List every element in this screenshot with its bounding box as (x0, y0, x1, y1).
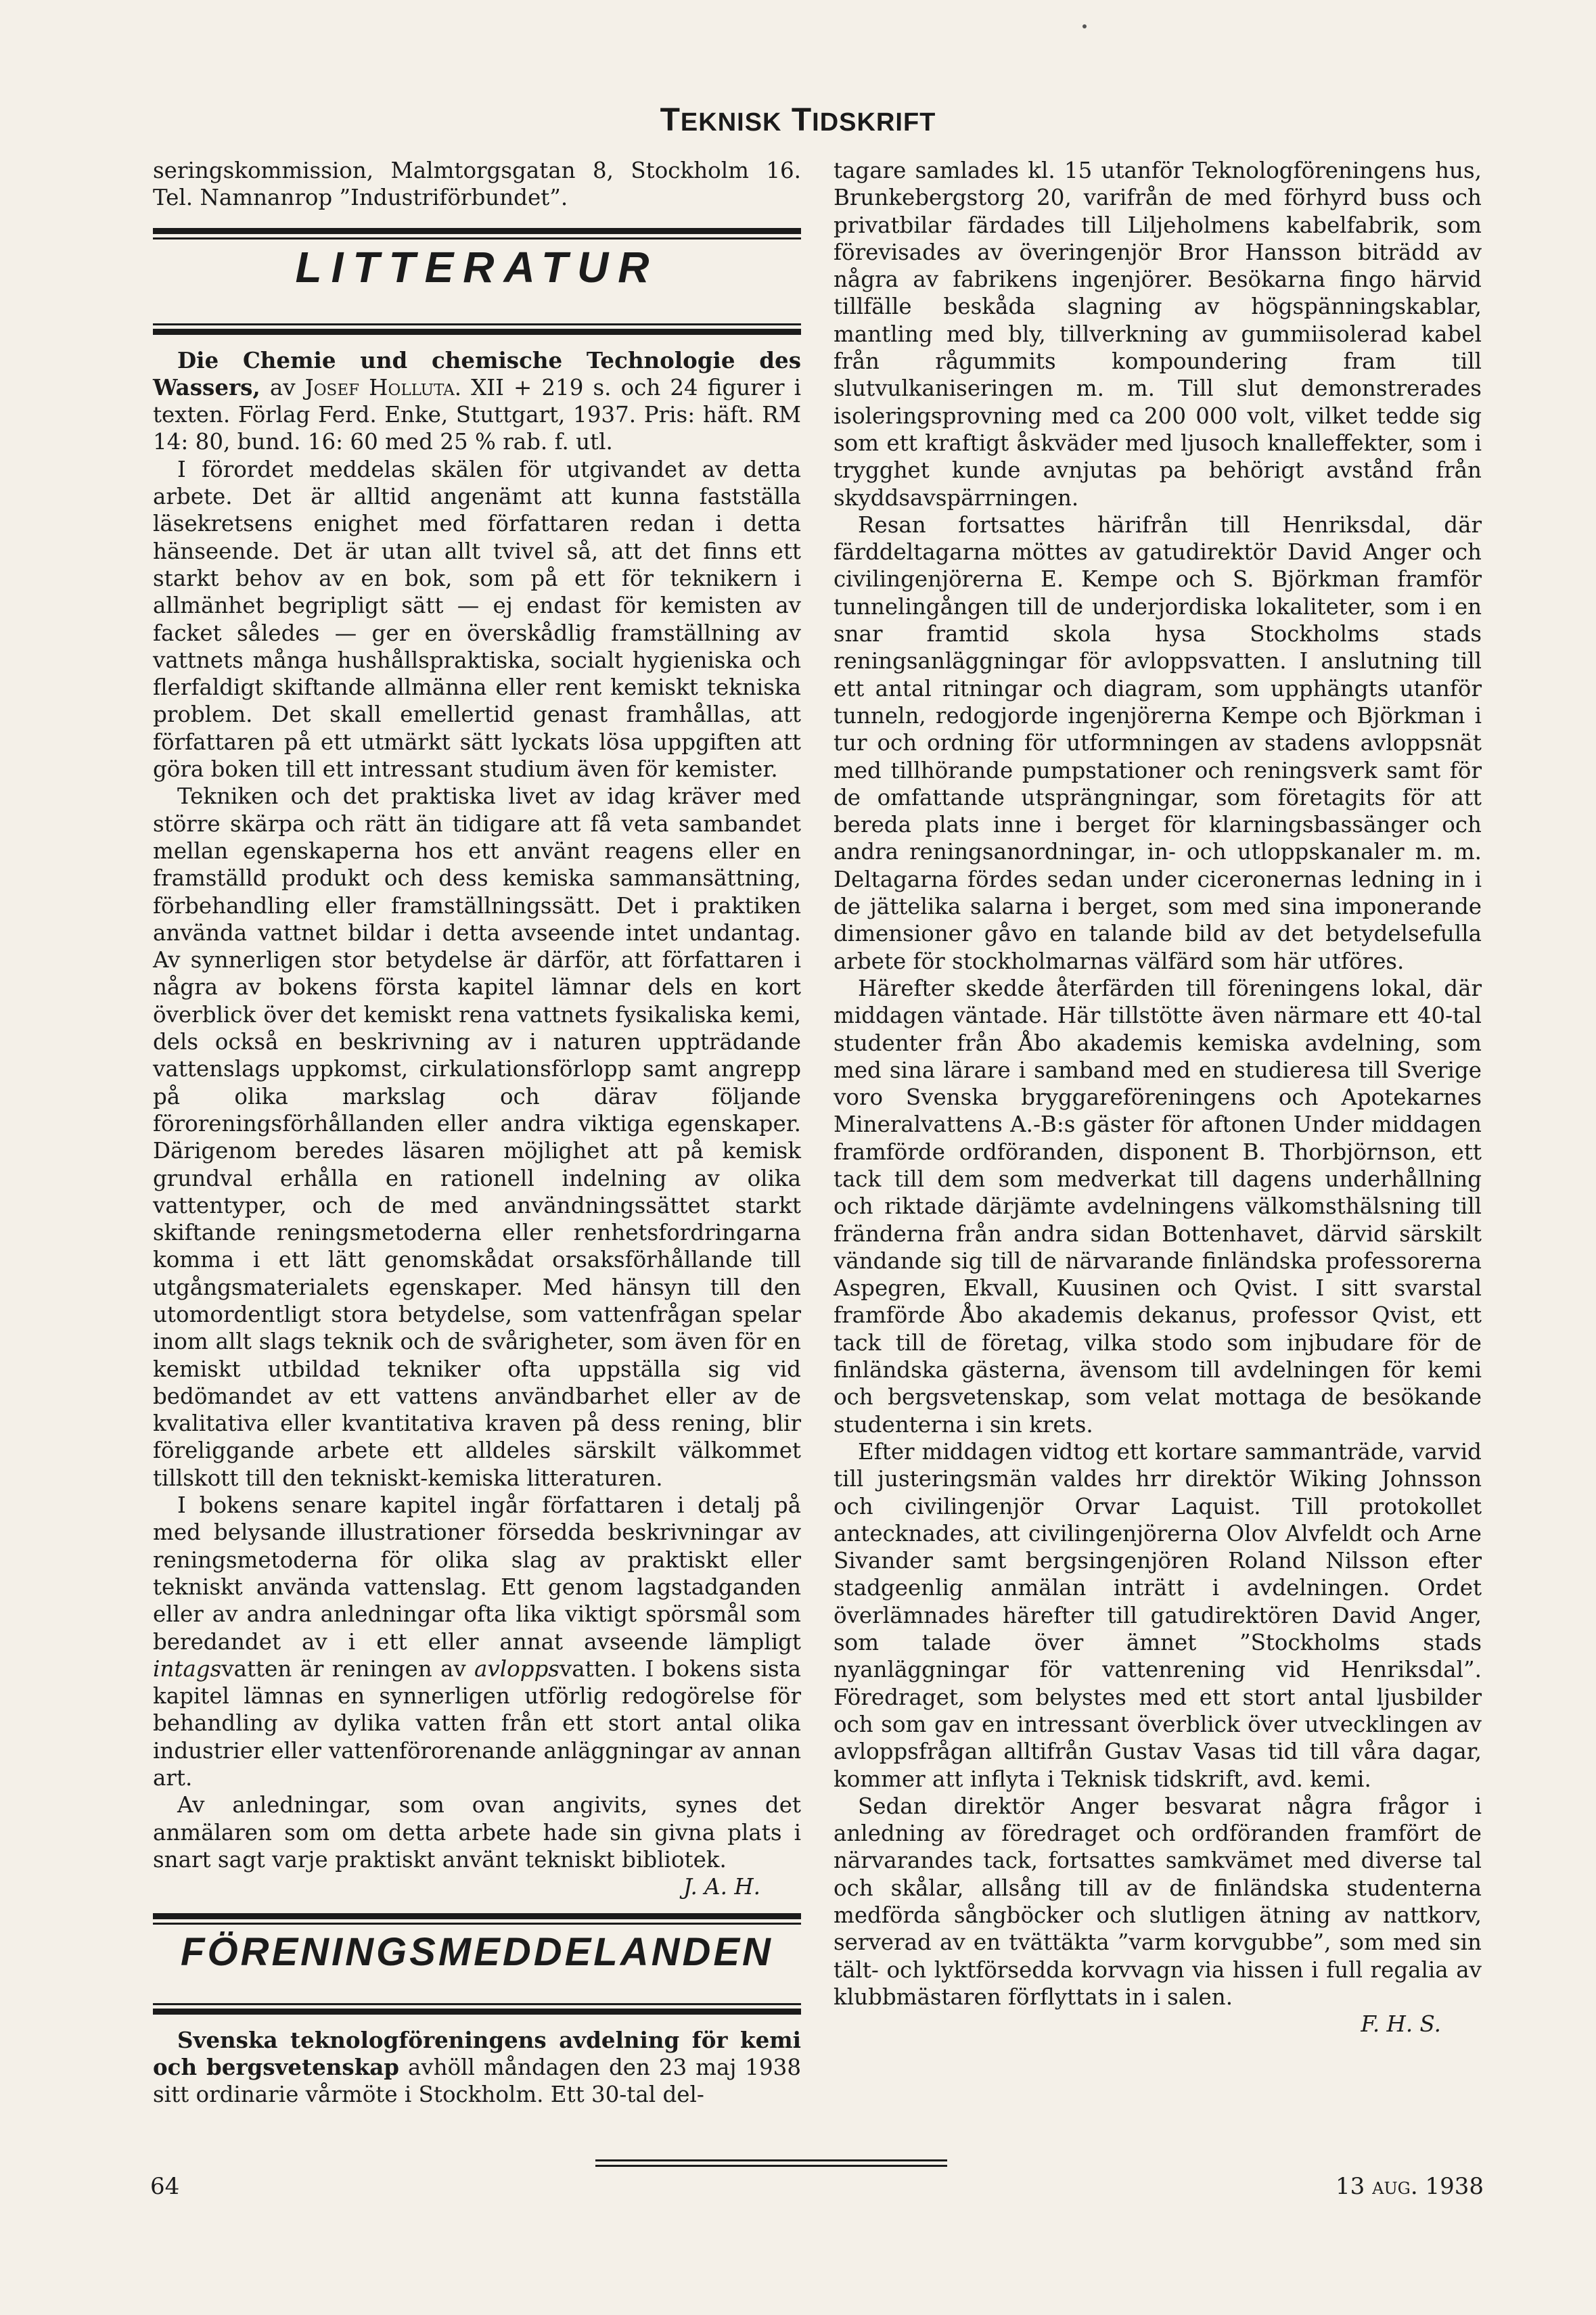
book-review-heading: Die Chemie und chemische Technologie des Wassers, av Josef Holluta. XII + 219 s. och 24 figurer i texten. Förlag Ferd. Enke, Stuttgart, 1937. Pris: häft. RM 14: 80, bund. 16: 60 med 25 % rab. f. utl. (153, 346, 801, 455)
report-paragraph: Efter middagen vidtog ett kortare sammanträde, varvid till justeringsmän valdes hrr direktör Wiking Johnsson och civilingenjör Orvar Laquist. Till protokollet antecknades, att civilingenjörerna Olov Alvfeldt och Arne Sivander samt bergsingenjören Roland Nilsson efter stadgeenlig anmälan inträtt i avdelningen. Ordet överlämnades härefter till gatudirektören David Anger, som talade över ämnet ”Stockholms stads nyanläggningar för vattenrening vid Henriksdal”. Föredraget, som belystes med ett stort antal ljusbilder och som gav en intressant överblick över utvecklingen av avloppsfrågan alltifrån Gustav Vasas tid till våra dagar, kommer att inflyta i Teknisk tidskrift, avd. kemi. (834, 1438, 1482, 1792)
report-paragraph: Sedan direktör Anger besvarat några frågor i anledning av föredraget och ordföranden framfört de närvarandes tack, fortsattes samkvämet med diverse tal och skålar, allsång till av de finländska studenterna medförda sångböcker och slutligen ätning av nattkorv, serverad av en tvättäkta ”varm korvgubbe”, som med sin tält- och lyktförsedda korvvagn via hissen i full regalia av klubbmästaren förflyttats in i salen. (834, 1793, 1482, 2010)
issue-date: 13 aug. 1938 (1336, 2173, 1484, 2200)
review-paragraph: I bokens senare kapitel ingår författaren i detalj på med belysande illustrationer försedda beskrivningar av reningsmetoderna för olika slag av praktiskt eller tekniskt använda vattenslag. Ett genom lagstadganden eller av andra anledningar ofta lika viktigt spörsmål som beredandet av i ett eller annat avseende lämpligt intagsvatten är reningen av avloppsvatten. I bokens sista kapitel lämnas en synnerligen utförlig redogörelse för behandling av dylika vatten från ett stort antal olika industrier eller vattenförorenande anläggningar av annan art. (153, 1492, 801, 1791)
review-paragraph: Tekniken och det praktiska livet av idag kräver med större skärpa och rätt än tidigare att få veta sambandet mellan egenskaperna hos ett använt reagens eller en framställd produkt och dess kemiska sammansättning, förbehandling eller framställningssätt. Det i praktiken använda vattnet bildar i detta avseende intet undantag. Av synnerligen stor betydelse är därför, att författaren i några av bokens första kapitel lämnar dels en kort överblick över det kemiskt rena vattnets fysikaliska kemi, dels också en beskrivning av i naturen uppträdande vattenslags uppkomst, cirkulationsförlopp samt angrepp på olika markslag och därav följande föroreningsförhållanden eller andra viktiga egenskaper. Därigenom beredes läsaren möjlighet att på kemisk grundval erhålla en rationell indelning av olika vattentyper, och de med användningssättet starkt skiftande reningsmetoderna eller renhetsfordringarna komma i ett lätt genomskådat orsaksförhållande till utgångsmaterialets egenskaper. Med hänsyn till den utomordentligt stora betydelse, som vattenfrågan spelar inom allt slags teknik och de svårigheter, som även för en kemiskt utbildad tekniker ofta uppställa sig vid bedömandet av ett vattens användbarhet eller av de kvalitativa eller kvantitativa kraven på dess rening, blir föreliggande arbete ett alldeles särskilt välkommet tillskott till den tekniskt-kemiska litteraturen. (153, 783, 801, 1491)
footer-rule (595, 2159, 947, 2170)
right-column (834, 157, 1482, 2038)
header-top-rules (153, 1913, 801, 1925)
header-bottom-rules (153, 2003, 801, 2015)
report-paragraph: Härefter skedde återfärden till föreningens lokal, där middagen väntade. Här tillstötte även närmare ett 40-tal studenter från Åbo akademis kemiska avdelning, som med sina lärare i samband med en studieresa till Sverige voro Svenska bryggareföreningens och Apotekarnes Mineralvattens A.-B:s gäster för aftonen Under middagen framförde ordföranden, disponent B. Thorbjörnson, ett tack till dem som medverkat till dagens underhållning och riktade därjämte avdelningens välkomsthälsning till fränderna från andra sidan Bottenhavet, därvid särskilt vändande sig till de närvarande finländska professorerna Aspegren, Ekvall, Kuusinen och Qvist. I sitt svarstal framförde Åbo akademis dekanus, professor Qvist, ett tack till de företag, vilka stodo som injbudare för de finländska gästerna, ävensom till avdelningen för kemi och bergsvetenskap, som velat mottaga de besökande studenterna i sin krets. (834, 975, 1482, 1438)
intro-text: seringskommission, Malmtorgsgatan 8, Stockholm 16. Tel. Namnanrop ”Industriförbundet”. (153, 158, 801, 211)
litteratur-header (153, 228, 801, 335)
left-column (153, 157, 801, 2108)
report-paragraph: tagare samlades kl. 15 utanför Teknologföreningens hus, Brunkebergstorg 20, varifrån de med förhyrd buss och privatbilar färdades till Liljeholmens kabelfabrik, som förevisades av överingenjör Bror Hansson biträdd av några av fabrikens ingenjörer. Besökarna fingo härvid tillfälle beskåda slagning av högspänningskablar, mantling med bly, tillverkning av gummiisolerad kabel från rågummits kompoundering fram till slutvulkaniseringen m. m. Till slut demonstrerades isoleringsprovning med ca 200 000 volt, vilket tedde sig som ett kraftigt åskväder med ljusoch knalleffekter, som i trygghet kunde avnjutas pa behörigt avstånd från skyddsavspärrningen. (834, 158, 1482, 511)
section-title-foreningsmeddelanden: FÖRENINGSMEDDELANDEN (181, 1929, 773, 1974)
review-paragraph: Av anledningar, som ovan angivits, synes det anmälaren som om detta arbete hade sin givna plats i snart sagt varje praktiskt använt tekniskt bibliotek. (153, 1792, 801, 1873)
printing-speck (1082, 24, 1087, 28)
review-paragraph: I förordet meddelas skälen för utgivandet av detta arbete. Det är alltid angenämt att kunna fastställa läsekretsens enighet med författaren redan i detta hänseende. Det är utan allt tvivel så, att det finns ett starkt behov av en bok, som på ett för teknikern i allmänhet begripligt sätt — ej endast för kemisten av facket således — ger en överskådlig framställning av vattnets många hushållspraktiska, socialt hygieniska och flerfaldigt skiftande allmänna eller rent kemiskt tekniska problem. Det skall emellertid genast framhållas, att författaren på ett utmärkt sätt lyckats lösa uppgiften att göra boken till ett intressant studium även för kemister. (153, 456, 801, 783)
header-top-rules (153, 228, 801, 239)
section-title-litteratur: LITTERATUR (295, 242, 659, 292)
header-bottom-rules (153, 323, 801, 335)
report-signature: F. H. S. (1361, 2011, 1441, 2038)
review-signature: J. A. H. (683, 1874, 760, 1900)
page-number: 64 (150, 2173, 180, 2200)
association-report-start: Svenska teknologföreningens avdelning för kemi och bergsvetenskap avhöll måndagen den 23 maj 1938 sitt ordinarie vårmöte i Stockholm. Ett 30-tal del- (153, 2026, 802, 2108)
foreningsmeddelanden-header (153, 1913, 801, 2015)
journal-masthead: TEKNISK TIDSKRIFT (660, 102, 936, 138)
report-paragraph: Resan fortsattes härifrån till Henriksdal, där färddeltagarna möttes av gatudirektör David Anger och civilingenjörerna E. Kempe och S. Björkman framför tunnelingången till de underjordiska lokaliteter, som i en snar framtid skola hysa Stockholms stads reningsanläggningar för avloppsvatten. I anslutning till ett antal ritningar och diagram, som upphängts utanför tunneln, redogjorde ingenjörerna Kempe och Björkman i tur och ordning för utformningen av stadens avloppsnät med tillhörande pumpstationer och reningsverk samt för de omfattande utsprängningar, som företagits för att bereda plats inne i berget för klarningsbassänger och andra reningsanordningar, in- och utloppskanaler m. m. Deltagarna fördes sedan under ciceronernas ledning in i de jättelika salarna i berget, som med sina imponerande dimensioner gåvo en talande bild av det betydelsefulla arbete för stockholmarnas välfärd som här utföres. (834, 511, 1482, 974)
